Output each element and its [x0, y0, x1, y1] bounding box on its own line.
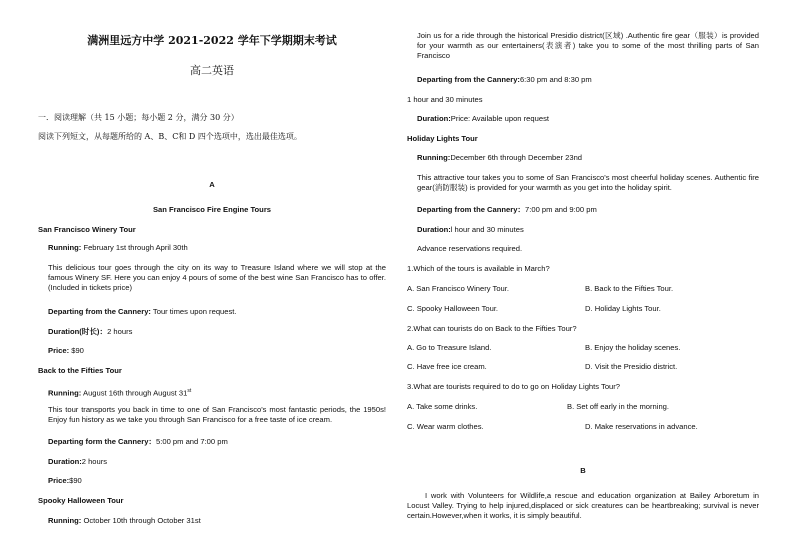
tour-description: This delicious tour goes through the city on its way to Treasure Island where we will stop at the famous Winery SF. Here you can enjoy 4 pours of some of the best wine San Francisco has to offer. (Included in tickets price) — [48, 263, 386, 292]
tour-running: Running:December 6th through December 23nd — [417, 153, 583, 162]
option-a: A. Take some drinks. — [407, 402, 478, 411]
option-c: C. Have free ice cream. — [407, 362, 487, 371]
instructions: 阅读下列短文，从每题所给的 A、B、C和 D 四个选项中，选出最佳选项。 — [38, 132, 302, 141]
tour-name: Holiday Lights Tour — [407, 134, 478, 143]
tour-name: Back to the Fifties Tour — [38, 366, 122, 375]
tour-duration: Duration:2 hours — [48, 457, 108, 466]
option-d: D. Visit the Presidio district. — [585, 362, 678, 371]
option-b: B. Enjoy the holiday scenes. — [585, 343, 681, 352]
tour-departing: Departing from the Cannery:6:30 pm and 8:30 pm — [417, 75, 592, 84]
tour-running: Running: October 10th through October 31st — [48, 516, 201, 525]
question-3: 3.What are tourists required to do to go on Holiday Lights Tour? — [407, 382, 621, 391]
option-a: A. San Francisco Winery Tour. — [407, 284, 509, 293]
tour-running: Running: August 16th through August 31st — [48, 388, 192, 398]
tour-price: Duration:Price: Available upon request — [417, 114, 549, 123]
exam-title: 满洲里远方中学 2021-2022 学年下学期期末考试 — [87, 34, 337, 47]
tour-name: Spooky Halloween Tour — [38, 496, 124, 505]
tour-duration: 1 hour and 30 minutes — [407, 95, 483, 104]
tour-price: Price: $90 — [48, 346, 84, 355]
tour-departing: Departing from the Cannery: Tour times upon request. — [48, 307, 237, 316]
option-d: D. Holiday Lights Tour. — [585, 304, 661, 313]
option-b: B. Set off early in the morning. — [567, 402, 670, 411]
tour-price: Price:$90 — [48, 476, 82, 485]
tour-duration: Duration(时长)：2 hours — [48, 327, 133, 336]
tour-name: San Francisco Winery Tour — [38, 225, 136, 234]
passage-letter: B — [580, 466, 586, 475]
question-1: 1.Which of the tours is available in March? — [407, 264, 550, 273]
tour-description: This tour transports you back in time to one of San Francisco's most fantastic periods, the 1950s! Enjoy fun history as we take you through San Francisco for a free taste of ice cream. — [48, 405, 386, 424]
tour-description: This attractive tour takes you to some of San Francisco's most cheerful holiday scenes. Authentic fire gear(消防服装) is provided for your warmth as you get into the holiday spirit. — [417, 173, 759, 192]
tour-duration: Duration:l hour and 30 minutes — [417, 225, 524, 234]
passage-letter: A — [209, 180, 215, 189]
section-heading: 一．阅读理解（共 15 小题；每小题 2 分，满分 30 分） — [38, 113, 239, 122]
tour-description: Join us for a ride through the historical Presidio district(区域) .Authentic fire gear（服装）is provided for your warmth as our entertainers(表演者) take you to some of the most thrilling parts of San Francisco — [417, 31, 759, 60]
option-c: C. Spooky Halloween Tour. — [407, 304, 499, 313]
option-b: B. Back to the Fifties Tour. — [585, 284, 674, 293]
option-c: C. Wear warm clothes. — [407, 422, 484, 431]
question-2: 2.What can tourists do on Back to the Fifties Tour? — [407, 324, 577, 333]
passage-title: San Francisco Fire Engine Tours — [152, 205, 271, 214]
tour-running: Running: February 1st through April 30th — [48, 243, 188, 252]
passage-b-text: I work with Volunteers for Wildlife,a rescue and education organization at Bailey Arboretum in Locust Valley. Trying to help injured,displaced or sick creatures can be heartbreaking; survival is never certain.However,when it works, it is simply beautiful. — [407, 491, 759, 520]
option-d: D. Make reservations in advance. — [585, 422, 698, 431]
reservation-note: Advance reservations required. — [417, 244, 523, 253]
option-a: A. Go to Treasure Island. — [407, 343, 492, 352]
subject-title: 高二英语 — [190, 64, 234, 77]
tour-departing: Departing from the Cannery：7:00 pm and 9:00 pm — [417, 205, 597, 214]
tour-departing: Departing form the Cannery：5:00 pm and 7:00 pm — [48, 437, 228, 446]
